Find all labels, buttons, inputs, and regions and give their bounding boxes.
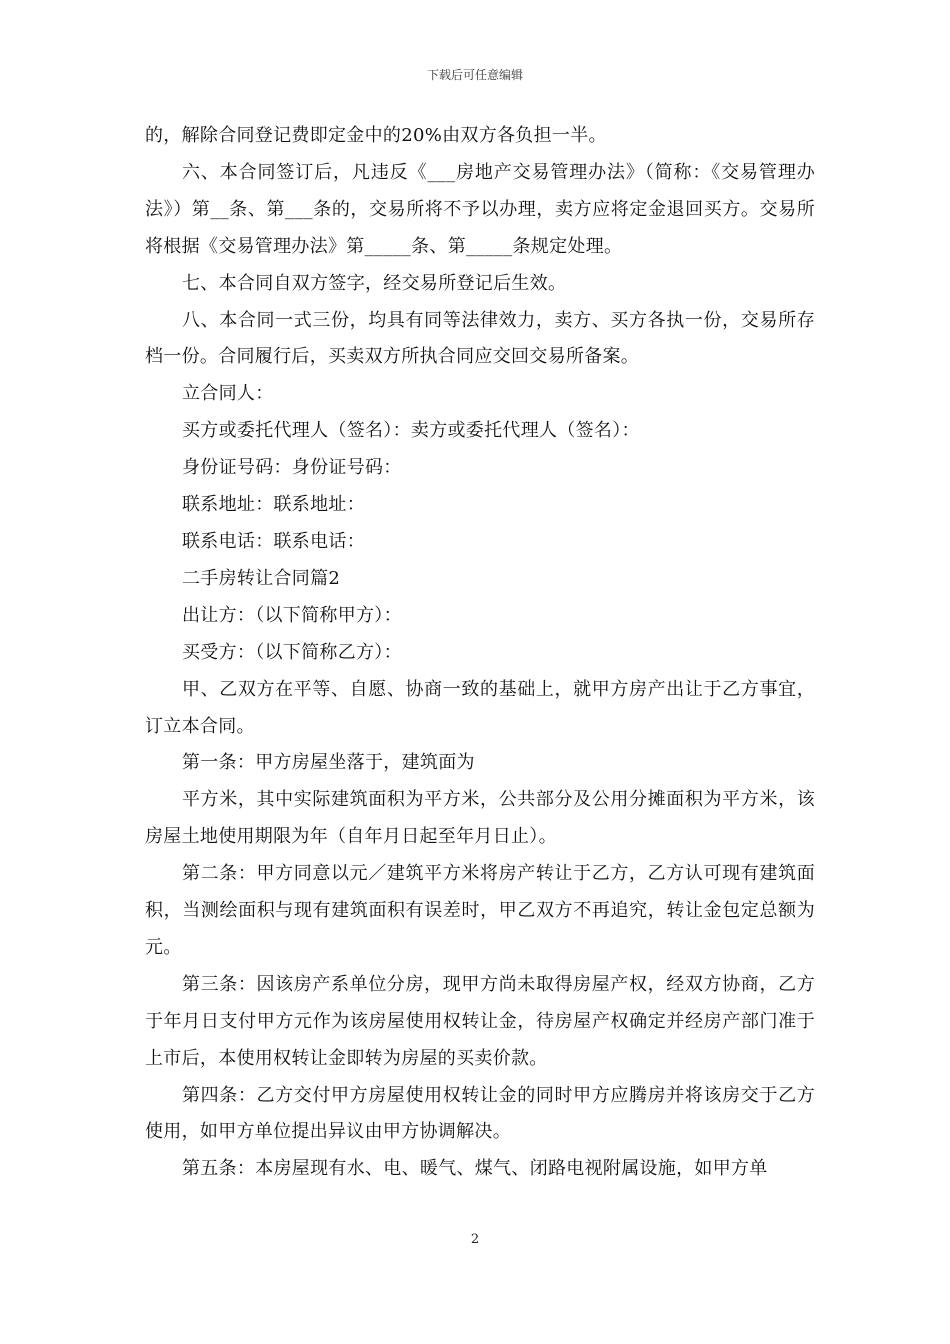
page-number: 2 [470,1232,480,1247]
paragraph: 第四条：乙方交付甲方房屋使用权转让金的同时甲方应腾房并将该房交于乙方使用，如甲方单位提出异议由甲方协调解决。 [145,1084,815,1143]
paragraph: 第二条：甲方同意以元／建筑平方米将房产转让于乙方，乙方认可现有建筑面积，当测绘面积与现有建筑面积有误差时，甲乙双方不再追究，转让金包定总额为元。 [145,863,815,958]
paragraph: 六、本合同签订后，凡违反《___房地产交易管理办法》（简称：《交易管理办法》）第__条、第___条的，交易所将不予以办理，卖方应将定金退回买方。交易所将根据《交易管理办法》第_____条、第_____条规定处理。 [145,161,815,257]
paragraph: 身份证号码：身份证号码： [182,457,402,479]
section-heading: 二手房转让合同篇2 [182,567,341,589]
document-body [145,118,815,1188]
paragraph: 平方米，其中实际建筑面积为平方米，公共部分及公用分摊面积为平方米，该房屋土地使用期限为年（自年月日起至年月日止）。 [145,789,815,848]
paragraph: 第五条：本房屋现有水、电、暖气、煤气、闭路电视附属设施，如甲方单 [182,1158,768,1180]
paragraph: 七、本合同自双方签字，经交易所登记后生效。 [182,272,567,294]
paragraph: 八、本合同一式三份，均具有同等法律效力，卖方、买方各执一份，交易所存档一份。合同履行后，买卖双方所执合同应交回交易所备案。 [145,309,815,368]
paragraph: 甲、乙双方在平等、自愿、协商一致的基础上，就甲方房产出让于乙方事宜，订立本合同。 [145,678,815,737]
paragraph: 的，解除合同登记费即定金中的20%由双方各负担一半。 [145,125,607,146]
paragraph: 联系地址：联系地址： [182,494,365,516]
paragraph: 买受方：（以下简称乙方）： [182,641,402,663]
paragraph: 第一条：甲方房屋坐落于，建筑面为 [182,752,475,774]
paragraph: 联系电话：联系电话： [182,530,365,552]
paragraph: 第三条：因该房产系单位分房，现甲方尚未取得房屋产权，经双方协商，乙方于年月日支付甲方元作为该房屋使用权转让金，待房屋产权确定并经房产部门准于上市后，本使用权转让金即转为房屋的买卖价款。 [145,973,815,1069]
paragraph: 出让方：（以下简称甲方）： [182,604,402,626]
paragraph: 买方或委托代理人（签名）：卖方或委托代理人（签名）： [182,420,640,442]
page-header: 下载后可任意编辑 [426,68,523,82]
paragraph: 立合同人： [182,383,274,405]
